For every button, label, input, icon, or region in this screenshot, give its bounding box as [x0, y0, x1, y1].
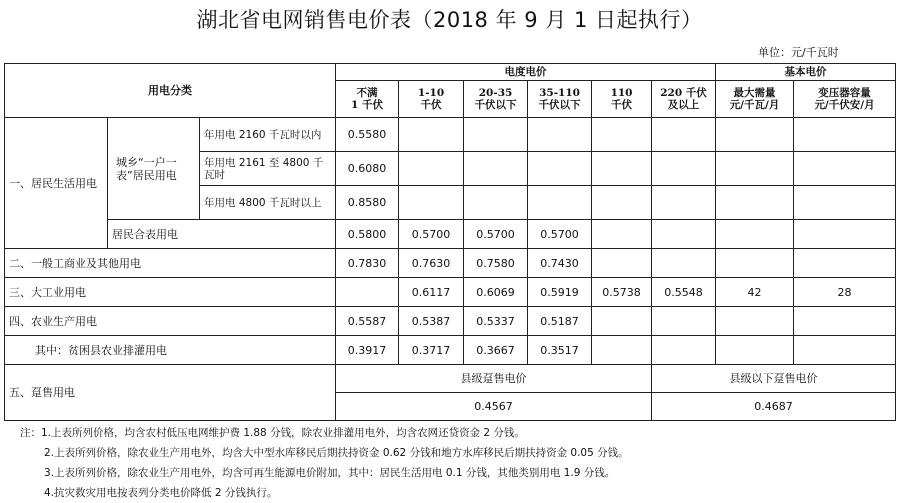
- price-cell: 0.7430: [528, 249, 592, 278]
- price-cell: 0.3667: [464, 336, 528, 365]
- price-cell: 0.5700: [464, 220, 528, 249]
- footnote: 2.上表所列价格，除农业生产用电外，均含大中型水库移民后期扶持资金 0.62 分钱和地方水库移民后期扶持资金 0.05 分钱。: [44, 447, 629, 459]
- agri-poor-county-label: 其中：贫困县农业排灌用电: [5, 336, 336, 365]
- table-row: [5, 220, 896, 249]
- price-cell: 0.5387: [399, 307, 464, 336]
- agri-label: 四、农业生产用电: [5, 307, 336, 336]
- table-row: [5, 118, 896, 152]
- header-category: 用电分类: [5, 64, 336, 118]
- header-energy-price: 电度电价: [336, 64, 716, 81]
- footnote: 注：1.上表所列价格，均含农村低压电网维护费 1.88 分钱，除农业排灌用电外，均含农网还贷资金 2 分钱。: [20, 427, 525, 439]
- table-row: [5, 336, 896, 365]
- price-cell: 0.7630: [399, 249, 464, 278]
- price-cell: 0.3517: [528, 336, 592, 365]
- header-voltage-220kv: 220 千伏 及以上: [652, 81, 716, 118]
- footnote: 3.上表所列价格，除农业生产用电外，均含可再生能源电价附加，其中：居民生活用电 0.1 分钱，其他类别用电 1.9 分钱。: [44, 467, 616, 479]
- header-voltage-20-35kv: 20-35 千伏以下: [464, 81, 528, 118]
- price-cell: 0.5548: [652, 278, 716, 307]
- max-demand-value: 42: [716, 278, 794, 307]
- footnote: 4.抗灾救灾用电按表列分类电价降低 2 分钱执行。: [44, 487, 278, 499]
- price-cell: 0.5700: [399, 220, 464, 249]
- below-county-wholesale-value: 0.4687: [652, 393, 896, 421]
- price-cell: 0.3917: [336, 336, 399, 365]
- price-cell: 0.6069: [464, 278, 528, 307]
- price-cell: 0.5587: [336, 307, 399, 336]
- county-wholesale-value: 0.4567: [336, 393, 652, 421]
- tier-label: 年用电 2160 千瓦时以内: [200, 118, 336, 152]
- price-cell: 0.8580: [336, 186, 399, 220]
- footnotes: [20, 423, 629, 503]
- page-title: 湖北省电网销售电价表（2018 年 9 月 1 日起执行）: [196, 8, 703, 32]
- table-row: [5, 249, 896, 278]
- tier-label: 年用电 2161 至 4800 千瓦时: [200, 152, 336, 186]
- below-county-wholesale-label: 县级以下趸售电价: [652, 365, 896, 393]
- price-cell: 0.5337: [464, 307, 528, 336]
- transformer-capacity-value: 28: [794, 278, 896, 307]
- general-commercial-label: 二、一般工商业及其他用电: [5, 249, 336, 278]
- header-max-demand: 最大需量 元/千瓦/月: [716, 81, 794, 118]
- price-cell: 0.3717: [399, 336, 464, 365]
- county-wholesale-label: 县级趸售电价: [336, 365, 652, 393]
- price-cell: 0.7830: [336, 249, 399, 278]
- combined-meter-label: 居民合表用电: [108, 220, 336, 249]
- table-row: [5, 278, 896, 307]
- price-cell: 0.5919: [528, 278, 592, 307]
- unit-label: 单位：元/千瓦时: [758, 46, 839, 59]
- urban-rural-label: 城乡“一户一表”居民用电: [108, 118, 200, 220]
- price-cell: 0.5738: [592, 278, 652, 307]
- price-cell: 0.5580: [336, 118, 399, 152]
- header-voltage-35-110kv: 35-110 千伏以下: [528, 81, 592, 118]
- tier-label: 年用电 4800 千瓦时以上: [200, 186, 336, 220]
- header-transformer-capacity: 变压器容量 元/千伏安/月: [794, 81, 896, 118]
- price-cell: 0.5800: [336, 220, 399, 249]
- price-cell: 0.6080: [336, 152, 399, 186]
- header-voltage-1-10kv: 1-10 千伏: [399, 81, 464, 118]
- large-industrial-label: 三、大工业用电: [5, 278, 336, 307]
- price-cell: 0.5700: [528, 220, 592, 249]
- table-row: [5, 307, 896, 336]
- wholesale-label: 五、趸售用电: [5, 365, 336, 421]
- price-cell: 0.7580: [464, 249, 528, 278]
- table-row: [5, 365, 896, 393]
- price-table: [4, 63, 896, 421]
- header-voltage-110kv: 110 千伏: [592, 81, 652, 118]
- residential-label: 一、居民生活用电: [5, 118, 108, 249]
- price-cell: 0.6117: [399, 278, 464, 307]
- header-voltage-lt1kv: 不满 1 千伏: [336, 81, 399, 118]
- price-cell: 0.5187: [528, 307, 592, 336]
- header-basic-price: 基本电价: [716, 64, 896, 81]
